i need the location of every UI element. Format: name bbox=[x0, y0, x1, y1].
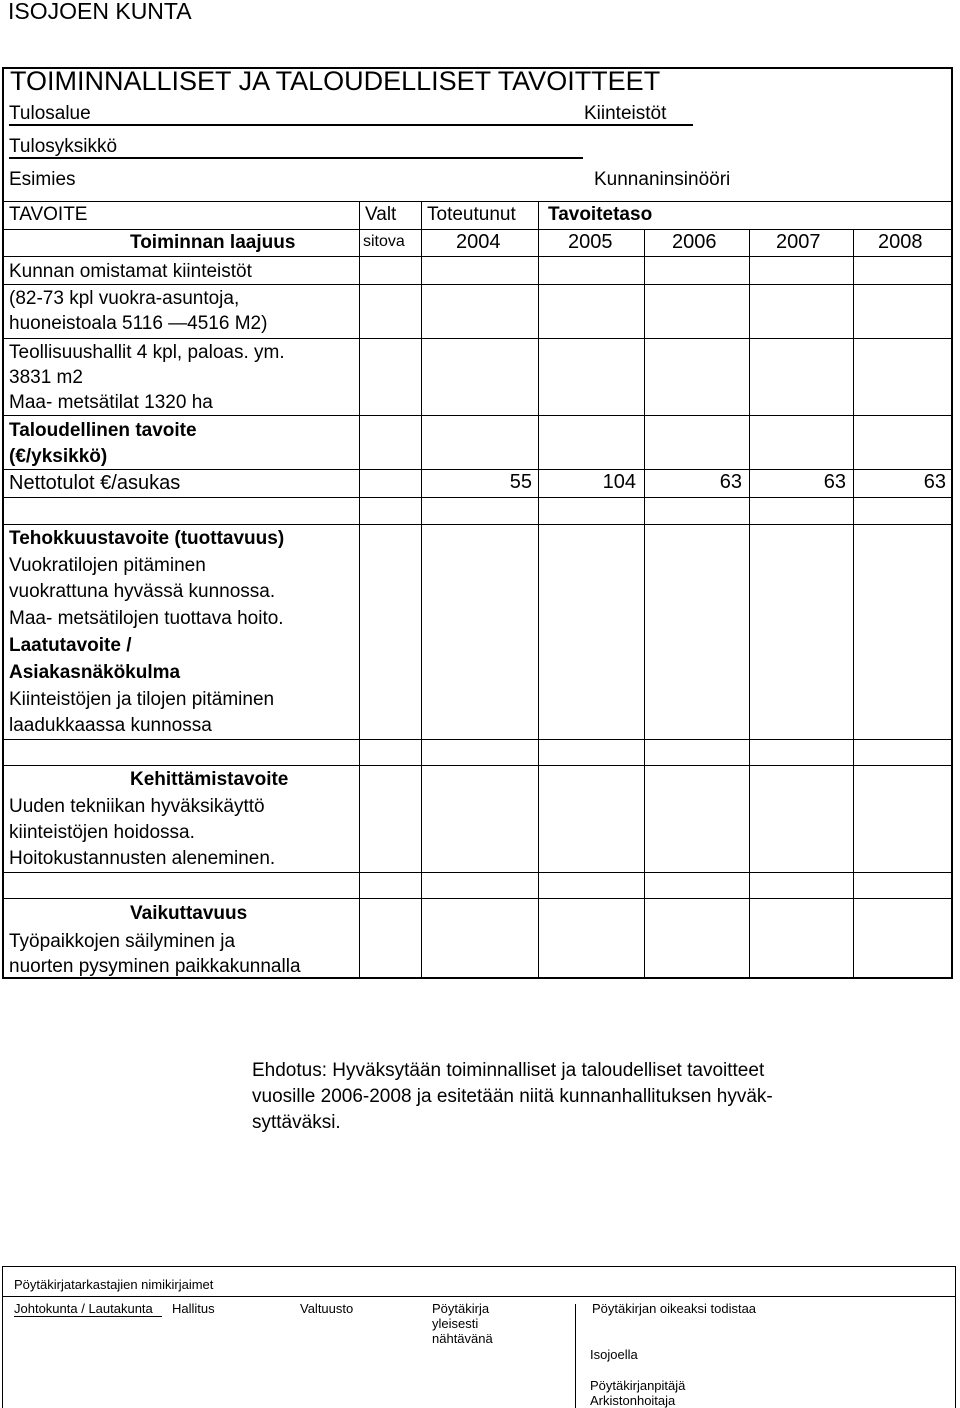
laatu-subtitle: Asiakasnäkökulma bbox=[9, 662, 181, 683]
footer-divider bbox=[575, 1304, 576, 1408]
proposal-line: vuosille 2006-2008 ja esitetään niitä kunnanhallituksen hyväk- bbox=[252, 1086, 773, 1107]
scope-line: Maa- metsätilat 1320 ha bbox=[9, 392, 213, 413]
sitova-header: sitova bbox=[363, 233, 405, 250]
table-vline bbox=[644, 229, 645, 978]
proposal-line: syttäväksi. bbox=[252, 1112, 341, 1133]
valtuusto-label: Valtuusto bbox=[300, 1301, 354, 1316]
signatures-label: Pöytäkirjatarkastajien nimikirjaimet bbox=[14, 1277, 214, 1292]
tulosalue-label: Tulosalue bbox=[9, 103, 91, 124]
nettotulot-2008: 63 bbox=[923, 471, 946, 493]
taloudellinen-title: Taloudellinen tavoite bbox=[9, 420, 197, 441]
pitaja-label: Pöytäkirjanpitäjä bbox=[590, 1378, 686, 1393]
proposal-line: Ehdotus: Hyväksytään toiminnalliset ja taloudelliset tavoitteet bbox=[252, 1060, 765, 1081]
table-vline bbox=[538, 201, 539, 978]
laatu-line: Kiinteistöjen ja tilojen pitäminen bbox=[9, 689, 275, 710]
tehokkuus-line: Maa- metsätilojen tuottava hoito. bbox=[9, 608, 284, 629]
toteutunut-header: Toteutunut bbox=[427, 204, 516, 225]
hallitus-label: Hallitus bbox=[172, 1301, 215, 1316]
scope-line: huoneistoala 5116 —4516 M2) bbox=[9, 313, 268, 334]
kehitys-title: Kehittämistavoite bbox=[130, 769, 289, 790]
year-2008: 2008 bbox=[878, 231, 923, 253]
footer-mid-line bbox=[2, 1296, 955, 1297]
vaikutt-line: nuorten pysyminen paikkakunnalla bbox=[9, 956, 301, 977]
poytakirja-label: nähtävänä bbox=[432, 1331, 493, 1346]
nettotulot-2004: 55 bbox=[509, 471, 532, 493]
nettotulot-label: Nettotulot €/asukas bbox=[9, 472, 181, 494]
table-line bbox=[2, 872, 953, 873]
taloudellinen-unit: (€/yksikkö) bbox=[9, 446, 108, 467]
municipality-header: ISOJOEN KUNTA bbox=[8, 0, 192, 24]
laatu-title: Laatutavoite / bbox=[9, 635, 132, 656]
tehokkuus-line: Vuokratilojen pitäminen bbox=[9, 555, 206, 576]
footer-top-line bbox=[2, 1266, 955, 1267]
nettotulot-2005: 104 bbox=[602, 471, 636, 493]
tavoite-header: TAVOITE bbox=[9, 204, 88, 225]
poytakirja-label: Pöytäkirja bbox=[432, 1301, 490, 1316]
tulosalue-value: Kiinteistöt bbox=[584, 103, 667, 124]
kehitys-line: kiinteistöjen hoidossa. bbox=[9, 822, 195, 843]
year-2004: 2004 bbox=[456, 231, 501, 253]
kehitys-line: Hoitokustannusten aleneminen. bbox=[9, 848, 276, 869]
scope-line: (82-73 kpl vuokra-asuntoja, bbox=[9, 288, 240, 309]
poytakirja-label: yleisesti bbox=[432, 1316, 479, 1331]
vaikutt-line: Työpaikkojen säilyminen ja bbox=[9, 931, 236, 952]
tehokkuus-line: vuokrattuna hyvässä kunnossa. bbox=[9, 581, 276, 602]
year-2005: 2005 bbox=[568, 231, 613, 253]
footer-left-line bbox=[2, 1266, 3, 1408]
vaikutt-title: Vaikuttavuus bbox=[130, 903, 248, 924]
scope-line: 3831 m2 bbox=[9, 367, 83, 388]
tehokkuus-title: Tehokkuustavoite (tuottavuus) bbox=[9, 528, 285, 549]
footer-right-line bbox=[955, 1266, 956, 1408]
johtokunta-label: Johtokunta / Lautakunta bbox=[14, 1301, 153, 1316]
valt-header: Valt bbox=[365, 204, 397, 225]
table-line bbox=[2, 898, 953, 899]
scope-line: Teollisuushallit 4 kpl, paloas. ym. bbox=[9, 342, 285, 363]
esimies-value: Kunnaninsinööri bbox=[594, 169, 731, 190]
table-line bbox=[2, 256, 953, 257]
table-vline bbox=[421, 201, 422, 978]
arkisto-label: Arkistonhoitaja bbox=[590, 1393, 676, 1408]
table-line bbox=[2, 229, 953, 230]
tulosyksikko-label: Tulosyksikkö bbox=[9, 136, 118, 157]
kehitys-line: Uuden tekniikan hyväksikäyttö bbox=[9, 796, 265, 817]
johtokunta-underline bbox=[14, 1316, 162, 1317]
table-vline bbox=[853, 229, 854, 978]
page-title: TOIMINNALLISET JA TALOUDELLISET TAVOITTEET bbox=[10, 66, 661, 96]
table-top-line bbox=[2, 201, 953, 202]
table-vline bbox=[749, 229, 750, 978]
scope-line: Kunnan omistamat kiinteistöt bbox=[9, 261, 252, 282]
table-line bbox=[2, 497, 953, 498]
table-line bbox=[2, 739, 953, 740]
isojoella-label: Isojoella bbox=[590, 1347, 638, 1362]
esimies-label: Esimies bbox=[9, 169, 76, 190]
nettotulot-2007: 63 bbox=[823, 471, 846, 493]
tavoitetaso-header: Tavoitetaso bbox=[548, 204, 653, 225]
table-vline bbox=[359, 201, 360, 978]
year-2007: 2007 bbox=[776, 231, 821, 253]
tulosyksikko-underline bbox=[9, 157, 583, 159]
laatu-line: laadukkaassa kunnossa bbox=[9, 715, 212, 736]
nettotulot-2006: 63 bbox=[719, 471, 742, 493]
oikeaksi-label: Pöytäkirjan oikeaksi todistaa bbox=[592, 1301, 757, 1316]
toiminnan-laajuus-header: Toiminnan laajuus bbox=[130, 232, 296, 253]
year-2006: 2006 bbox=[672, 231, 717, 253]
